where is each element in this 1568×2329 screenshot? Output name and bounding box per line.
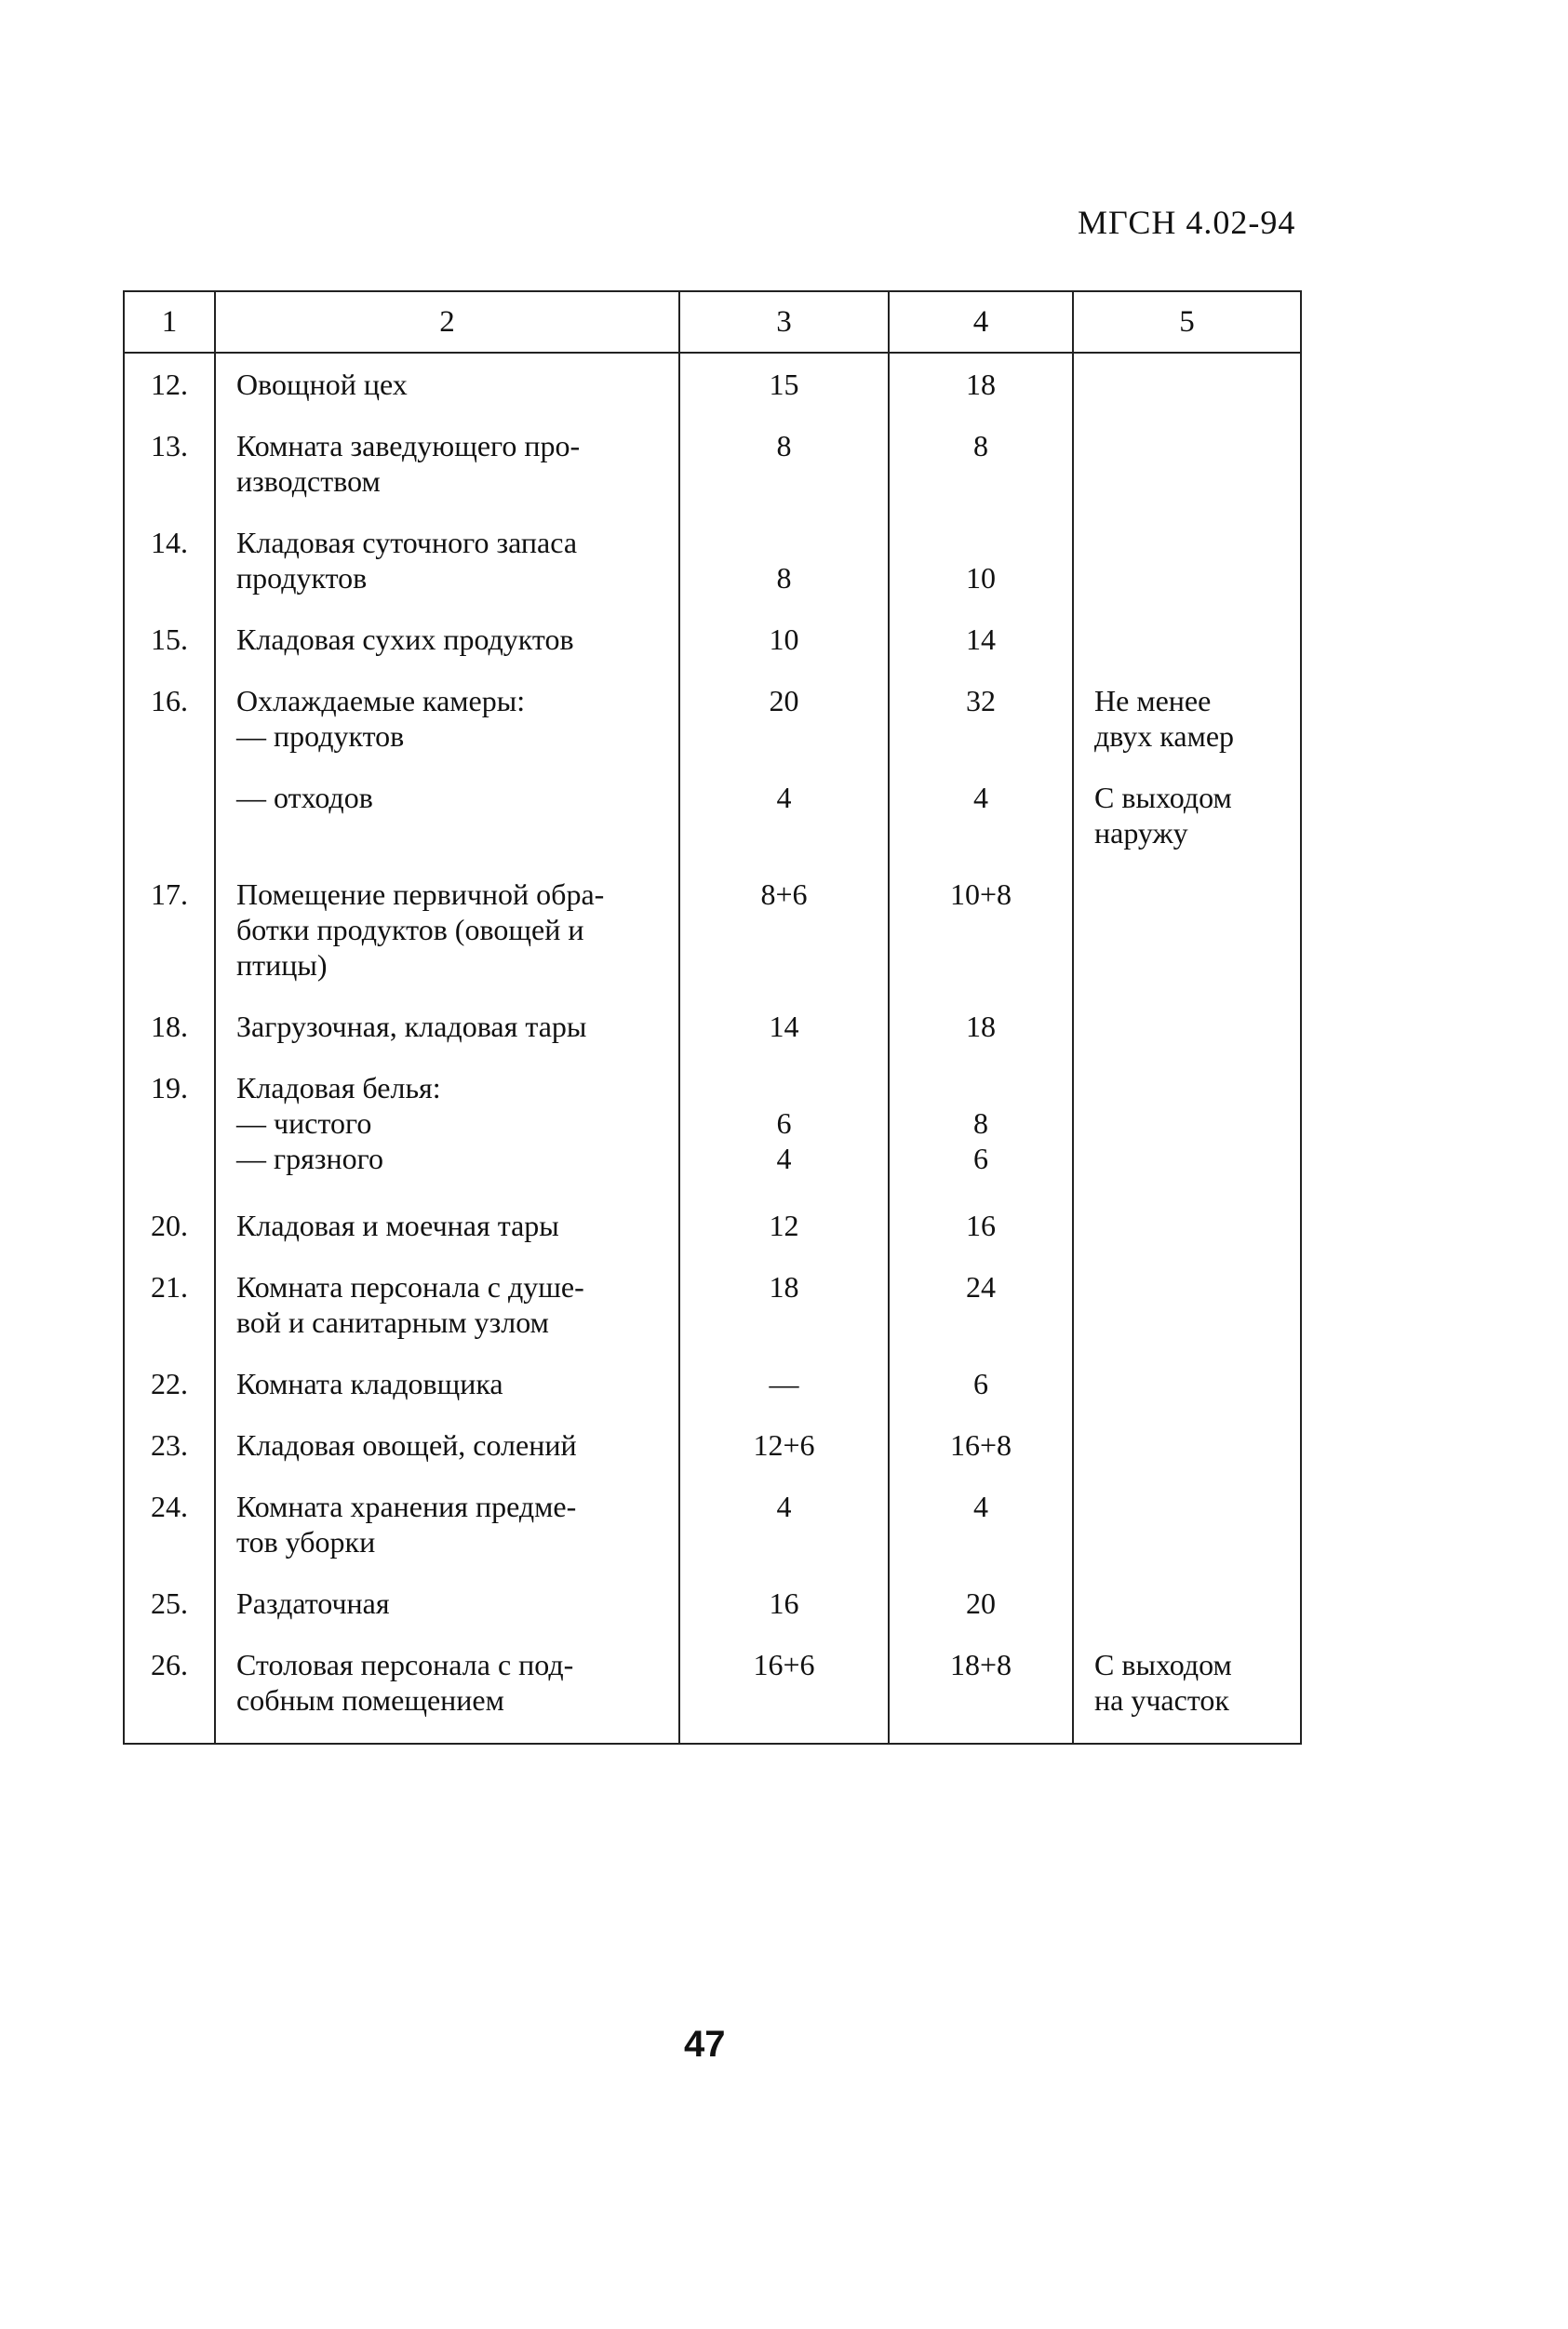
room-name-line: — продуктов bbox=[236, 719, 405, 753]
room-name-line: — грязного bbox=[236, 1142, 383, 1175]
room-name-line: Загрузочная, кладовая тары bbox=[236, 1010, 587, 1043]
row-number: 24. bbox=[124, 1476, 215, 1573]
room-name bbox=[215, 609, 679, 670]
room-note bbox=[1073, 1476, 1301, 1573]
room-note bbox=[1073, 1353, 1301, 1414]
area-value-col4 bbox=[889, 996, 1073, 1057]
area-value-col4 bbox=[889, 1353, 1073, 1414]
room-name-line: Кладовая сухих продуктов bbox=[236, 622, 574, 656]
area-value-col4-line: 32 bbox=[966, 684, 996, 717]
column-header-1: 1 bbox=[124, 291, 215, 353]
table-row bbox=[124, 1414, 1301, 1476]
area-value-col3-line: — bbox=[769, 1367, 799, 1400]
room-note bbox=[1073, 1256, 1301, 1353]
area-value-col3 bbox=[679, 1476, 889, 1573]
area-value-col3 bbox=[679, 1256, 889, 1353]
room-name-line: ботки продуктов (овощей и bbox=[236, 913, 584, 946]
room-name-line: птицы) bbox=[236, 948, 328, 982]
room-name bbox=[215, 996, 679, 1057]
room-note bbox=[1073, 512, 1301, 609]
table-row bbox=[124, 996, 1301, 1057]
area-value-col3-line bbox=[680, 1070, 888, 1105]
room-note bbox=[1073, 1414, 1301, 1476]
room-name bbox=[215, 1476, 679, 1573]
area-value-col3-line: 6 bbox=[776, 1106, 792, 1140]
area-value-col4 bbox=[889, 512, 1073, 609]
area-value-col3 bbox=[679, 1057, 889, 1195]
room-name-line: Кладовая овощей, солений bbox=[236, 1428, 577, 1462]
area-value-col3 bbox=[679, 767, 889, 863]
table-row bbox=[124, 512, 1301, 609]
room-name-line: изводством bbox=[236, 464, 381, 498]
table-row bbox=[124, 767, 1301, 863]
area-value-col4-line: 6 bbox=[973, 1367, 988, 1400]
area-value-col4-line: 18+8 bbox=[949, 1648, 1012, 1681]
area-value-col4 bbox=[889, 415, 1073, 512]
area-value-col3-line: 8 bbox=[776, 561, 792, 595]
row-number: 22. bbox=[124, 1353, 215, 1414]
room-note bbox=[1073, 415, 1301, 512]
area-value-col3 bbox=[679, 1573, 889, 1634]
room-name bbox=[215, 1573, 679, 1634]
area-value-col4-line: 4 bbox=[973, 1490, 988, 1523]
table-row bbox=[124, 1195, 1301, 1256]
room-name-line: — чистого bbox=[236, 1106, 372, 1140]
room-note bbox=[1073, 1573, 1301, 1634]
area-value-col3-line: 20 bbox=[769, 684, 799, 717]
row-number: 20. bbox=[124, 1195, 215, 1256]
area-value-col3 bbox=[679, 353, 889, 415]
row-number: 26. bbox=[124, 1634, 215, 1744]
area-value-col4 bbox=[889, 1476, 1073, 1573]
room-note-line: на участок bbox=[1094, 1683, 1229, 1717]
room-note bbox=[1073, 353, 1301, 415]
room-name bbox=[215, 1195, 679, 1256]
area-value-col3 bbox=[679, 609, 889, 670]
area-value-col3-line: 16+6 bbox=[753, 1648, 815, 1681]
row-number: 16. bbox=[124, 670, 215, 767]
area-value-col4-line: 18 bbox=[966, 1010, 996, 1043]
room-name-line: вой и санитарным узлом bbox=[236, 1305, 549, 1339]
table-header bbox=[124, 291, 1301, 353]
premises-table bbox=[123, 290, 1302, 1745]
area-value-col4-line bbox=[890, 1070, 1072, 1105]
area-value-col3 bbox=[679, 415, 889, 512]
area-value-col4 bbox=[889, 1057, 1073, 1195]
page-number: 47 bbox=[684, 2024, 726, 2065]
row-number: 13. bbox=[124, 415, 215, 512]
area-value-col4-line bbox=[890, 525, 1072, 560]
table-row bbox=[124, 1256, 1301, 1353]
area-value-col4 bbox=[889, 1634, 1073, 1744]
room-note bbox=[1073, 609, 1301, 670]
room-note-line: Не менее bbox=[1094, 684, 1212, 717]
room-name-line: Охлаждаемые камеры: bbox=[236, 684, 526, 717]
table-row bbox=[124, 863, 1301, 996]
room-name-line: Кладовая и моечная тары bbox=[236, 1209, 559, 1242]
room-note bbox=[1073, 1195, 1301, 1256]
area-value-col4 bbox=[889, 1256, 1073, 1353]
row-number: 12. bbox=[124, 353, 215, 415]
room-name-line: продуктов bbox=[236, 561, 368, 595]
table-row bbox=[124, 1353, 1301, 1414]
room-name-line: — отходов bbox=[236, 781, 373, 814]
room-name bbox=[215, 767, 679, 863]
area-value-col3-line: 15 bbox=[769, 368, 799, 401]
area-value-col3 bbox=[679, 670, 889, 767]
area-value-col4-line: 24 bbox=[966, 1270, 996, 1304]
table-row bbox=[124, 1476, 1301, 1573]
table-row bbox=[124, 670, 1301, 767]
table-row bbox=[124, 353, 1301, 415]
row-number: 17. bbox=[124, 863, 215, 996]
row-number: 18. bbox=[124, 996, 215, 1057]
room-name-line: собным помещением bbox=[236, 1683, 504, 1717]
area-value-col4 bbox=[889, 353, 1073, 415]
room-note bbox=[1073, 996, 1301, 1057]
table-row bbox=[124, 1634, 1301, 1744]
area-value-col4-line: 10 bbox=[966, 561, 996, 595]
area-value-col3 bbox=[679, 996, 889, 1057]
area-value-col4-line: 6 bbox=[973, 1142, 988, 1175]
room-name bbox=[215, 512, 679, 609]
area-value-col4-line: 16+8 bbox=[949, 1428, 1012, 1462]
area-value-col3-line: 4 bbox=[776, 1142, 792, 1175]
room-name-line: Помещение первичной обра- bbox=[236, 877, 605, 911]
area-value-col3-line: 4 bbox=[776, 1490, 792, 1523]
area-value-col4 bbox=[889, 1573, 1073, 1634]
room-name-line: Раздаточная bbox=[236, 1586, 390, 1620]
area-value-col4-line: 4 bbox=[973, 781, 988, 814]
area-value-col3-line bbox=[680, 525, 888, 560]
room-name bbox=[215, 670, 679, 767]
area-value-col3 bbox=[679, 1414, 889, 1476]
document-code: МГСН 4.02-94 bbox=[1078, 204, 1296, 241]
room-name-line: Комната персонала с душе- bbox=[236, 1270, 584, 1304]
row-number: 15. bbox=[124, 609, 215, 670]
room-name bbox=[215, 1353, 679, 1414]
premises-table-container bbox=[123, 290, 1300, 1745]
column-header-5: 5 bbox=[1073, 291, 1301, 353]
area-value-col4 bbox=[889, 670, 1073, 767]
room-name-line: тов уборки bbox=[236, 1525, 376, 1559]
area-value-col4-line: 8 bbox=[973, 429, 988, 462]
area-value-col3-line: 4 bbox=[776, 781, 792, 814]
room-name-line: Комната заведующего про- bbox=[236, 429, 581, 462]
room-name-line: Комната кладовщика bbox=[236, 1367, 503, 1400]
area-value-col4-line: 18 bbox=[966, 368, 996, 401]
room-note bbox=[1073, 767, 1301, 863]
room-note-line: С выходом bbox=[1094, 1648, 1232, 1681]
row-number: 25. bbox=[124, 1573, 215, 1634]
row-number: 19. bbox=[124, 1057, 215, 1195]
table-row bbox=[124, 415, 1301, 512]
room-name-line: Столовая персонала с под- bbox=[236, 1648, 574, 1681]
room-name-line: Кладовая суточного запаса bbox=[236, 526, 578, 559]
room-name bbox=[215, 1057, 679, 1195]
area-value-col3 bbox=[679, 1353, 889, 1414]
header-row bbox=[124, 291, 1301, 353]
area-value-col4 bbox=[889, 609, 1073, 670]
area-value-col3 bbox=[679, 863, 889, 996]
row-number: 14. bbox=[124, 512, 215, 609]
room-name bbox=[215, 1634, 679, 1744]
column-header-3: 3 bbox=[679, 291, 889, 353]
room-name-line: Кладовая белья: bbox=[236, 1071, 441, 1104]
area-value-col4-line: 10+8 bbox=[949, 877, 1012, 911]
table-row bbox=[124, 1573, 1301, 1634]
area-value-col3-line: 8+6 bbox=[760, 877, 808, 911]
area-value-col4 bbox=[889, 863, 1073, 996]
room-note bbox=[1073, 1057, 1301, 1195]
table-body bbox=[124, 353, 1301, 1744]
area-value-col3-line: 18 bbox=[769, 1270, 799, 1304]
room-name bbox=[215, 353, 679, 415]
table-row bbox=[124, 609, 1301, 670]
row-number: 23. bbox=[124, 1414, 215, 1476]
table-row bbox=[124, 1057, 1301, 1195]
area-value-col4 bbox=[889, 1195, 1073, 1256]
row-number: 21. bbox=[124, 1256, 215, 1353]
room-note-line: С выходом bbox=[1094, 781, 1232, 814]
area-value-col3-line: 10 bbox=[769, 622, 799, 656]
area-value-col3 bbox=[679, 1634, 889, 1744]
room-name-line: Овощной цех bbox=[236, 368, 408, 401]
area-value-col3 bbox=[679, 1195, 889, 1256]
area-value-col3-line: 8 bbox=[776, 429, 792, 462]
column-header-2: 2 bbox=[215, 291, 679, 353]
room-note-line: наружу bbox=[1094, 816, 1188, 850]
room-name-line: Комната хранения предме- bbox=[236, 1490, 577, 1523]
room-note bbox=[1073, 1634, 1301, 1744]
area-value-col4-line: 8 bbox=[973, 1106, 988, 1140]
area-value-col4-line: 20 bbox=[966, 1586, 996, 1620]
area-value-col3-line: 12 bbox=[769, 1209, 799, 1242]
area-value-col4-line: 16 bbox=[966, 1209, 996, 1242]
area-value-col4-line: 14 bbox=[966, 622, 996, 656]
room-note bbox=[1073, 670, 1301, 767]
room-note-line: двух камер bbox=[1094, 719, 1235, 753]
area-value-col4 bbox=[889, 767, 1073, 863]
area-value-col3-line: 16 bbox=[769, 1586, 799, 1620]
area-value-col4 bbox=[889, 1414, 1073, 1476]
room-name bbox=[215, 1414, 679, 1476]
room-name bbox=[215, 863, 679, 996]
area-value-col3 bbox=[679, 512, 889, 609]
area-value-col3-line: 12+6 bbox=[753, 1428, 815, 1462]
room-note bbox=[1073, 863, 1301, 996]
column-header-4: 4 bbox=[889, 291, 1073, 353]
area-value-col3-line: 14 bbox=[769, 1010, 799, 1043]
room-name bbox=[215, 415, 679, 512]
room-name bbox=[215, 1256, 679, 1353]
row-number bbox=[124, 767, 215, 863]
